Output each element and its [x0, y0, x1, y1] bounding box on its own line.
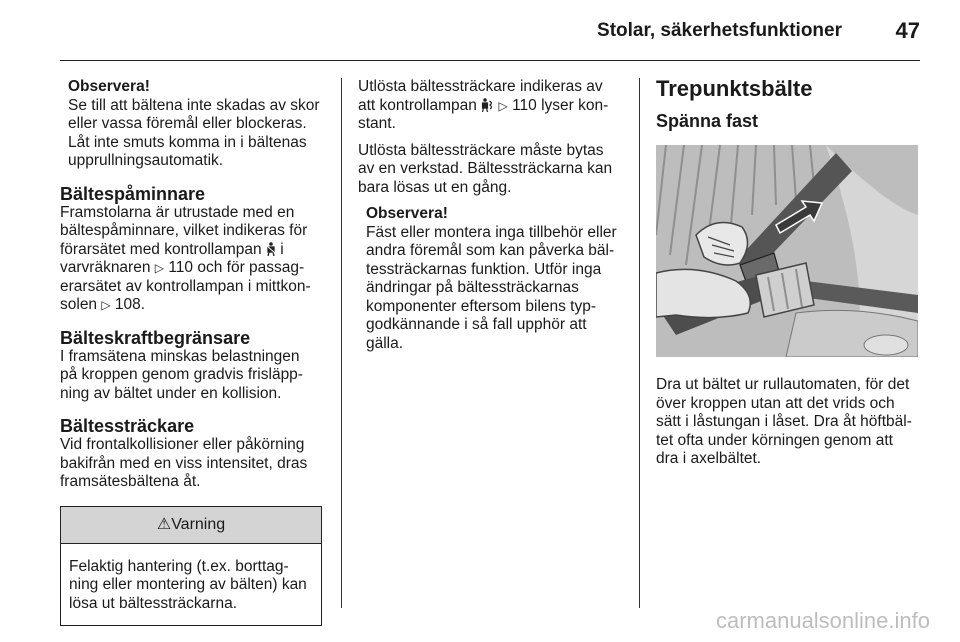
text-line: varvräknaren ▷ 110 och för passag-	[60, 259, 305, 276]
page-header	[60, 0, 920, 61]
text-line: att kontrollampan ▷ 110 lyser kon-	[358, 96, 609, 114]
text-line: ning eller montering av bälten) kan	[69, 576, 307, 593]
text-line: framsätesbältena åt.	[60, 473, 201, 490]
column-divider	[639, 78, 640, 608]
text-line: erarsätet av kontrollampan i mittkon-	[60, 277, 311, 295]
note-belt-care	[68, 78, 328, 171]
watermark: carmanualsonline.info	[715, 608, 930, 633]
note-accessories	[366, 205, 626, 353]
text-line: solen ▷ 108.	[60, 296, 146, 313]
warning-title: Varning	[171, 515, 226, 533]
note-line: godkännande i så fall upphör att	[366, 316, 587, 333]
warning-box	[60, 506, 322, 627]
column-right	[656, 78, 922, 469]
note-line: Se till att bältena inte skadas av skor	[68, 96, 320, 114]
text-line: av en verkstad. Bältessträckarna kan	[358, 160, 613, 177]
text-line: bältespåminnare, vilket indikeras för	[60, 222, 308, 239]
paragraph-replace-pretensioners	[358, 142, 626, 198]
text-line: bakifrån med en viss intensitet, dras	[60, 454, 308, 472]
text-line: Felaktig hantering (t.ex. borttag-	[69, 557, 289, 575]
text-line: Dra ut bältet ur rullautomaten, för det	[656, 376, 910, 393]
column-middle	[358, 78, 626, 353]
note-line: ändringar på bältessträckarnas	[366, 279, 579, 296]
text-line: Vid frontalkollisioner eller påkörning	[60, 436, 305, 453]
section-title-load-limiter: Bälteskraftbegränsare	[60, 327, 251, 348]
section-text-load-limiter	[60, 348, 328, 404]
seatbelt-fastening-illustration	[656, 145, 918, 357]
section-text-pretensioner	[60, 436, 328, 492]
text-line: bara lösas ut en gång.	[358, 178, 512, 196]
text-line: lösa ut bältessträckarna.	[69, 594, 238, 612]
note-line: upprullningsautomatik.	[68, 152, 224, 169]
text-line: ning av bältet under en kollision.	[60, 384, 282, 402]
text-line: på kroppen genom gradvis frisläpp-	[60, 366, 303, 383]
text-line: dra i axelbältet.	[656, 450, 762, 467]
note-line: gälla.	[366, 334, 404, 352]
note-line: tessträckarnas funktion. Utför inga	[366, 260, 602, 278]
seatbelt-reminder-icon	[266, 242, 276, 256]
page-number: 47	[895, 18, 920, 43]
warning-body	[61, 544, 321, 626]
note-line: andra föremål som kan påverka bäl-	[366, 242, 615, 259]
page-reference-arrow-icon[interactable]: ▷	[498, 98, 508, 113]
text-line: Utlösta bältessträckare indikeras av	[358, 78, 603, 95]
text-line: stant.	[358, 115, 396, 132]
text-line: förarsätet med kontrollampan i	[60, 240, 284, 258]
subsection-title: Spänna fast	[656, 111, 759, 131]
text-line: I framsätena minskas belastningen	[60, 347, 300, 365]
text-line: Utlösta bältessträckare måste bytas	[358, 141, 604, 159]
note-line: Låt inte smuts komma in i bältenas	[68, 133, 307, 151]
column-left	[60, 78, 328, 626]
text-line: tet ofta under körningen genom att	[656, 431, 893, 449]
chapter-title: Trepunktsbälte	[656, 76, 813, 101]
text-line: över kroppen utan att det vrids och	[656, 394, 895, 412]
note-title: Observera!	[366, 205, 448, 222]
note-title: Observera!	[68, 78, 150, 95]
text-line: Framstolarna är utrustade med en	[60, 203, 295, 221]
page-reference-arrow-icon[interactable]: ▷	[101, 298, 111, 312]
section-title-belt-reminder: Bältespåminnare	[60, 183, 206, 204]
header-title: Stolar, säkerhetsfunktioner	[597, 20, 842, 41]
column-divider	[341, 78, 342, 608]
text-line: sätt i låstungan i låset. Dra åt höftbäl-	[656, 413, 912, 430]
section-text-belt-reminder	[60, 204, 328, 315]
figure-caption	[656, 376, 922, 469]
paragraph-pretensioner-indicator	[358, 78, 626, 134]
note-line: eller vassa föremål eller blockeras.	[68, 115, 307, 132]
warning-triangle-icon: ⚠	[156, 515, 172, 533]
note-line: komponenter eftersom bilens typ-	[366, 297, 597, 315]
page-reference-arrow-icon[interactable]: ▷	[154, 261, 165, 275]
warning-header	[61, 507, 321, 544]
section-title-pretensioner: Bältessträckare	[60, 416, 195, 436]
note-line: Fäst eller montera inga tillbehör eller	[366, 223, 617, 241]
airbag-pretensioner-icon	[481, 98, 494, 112]
